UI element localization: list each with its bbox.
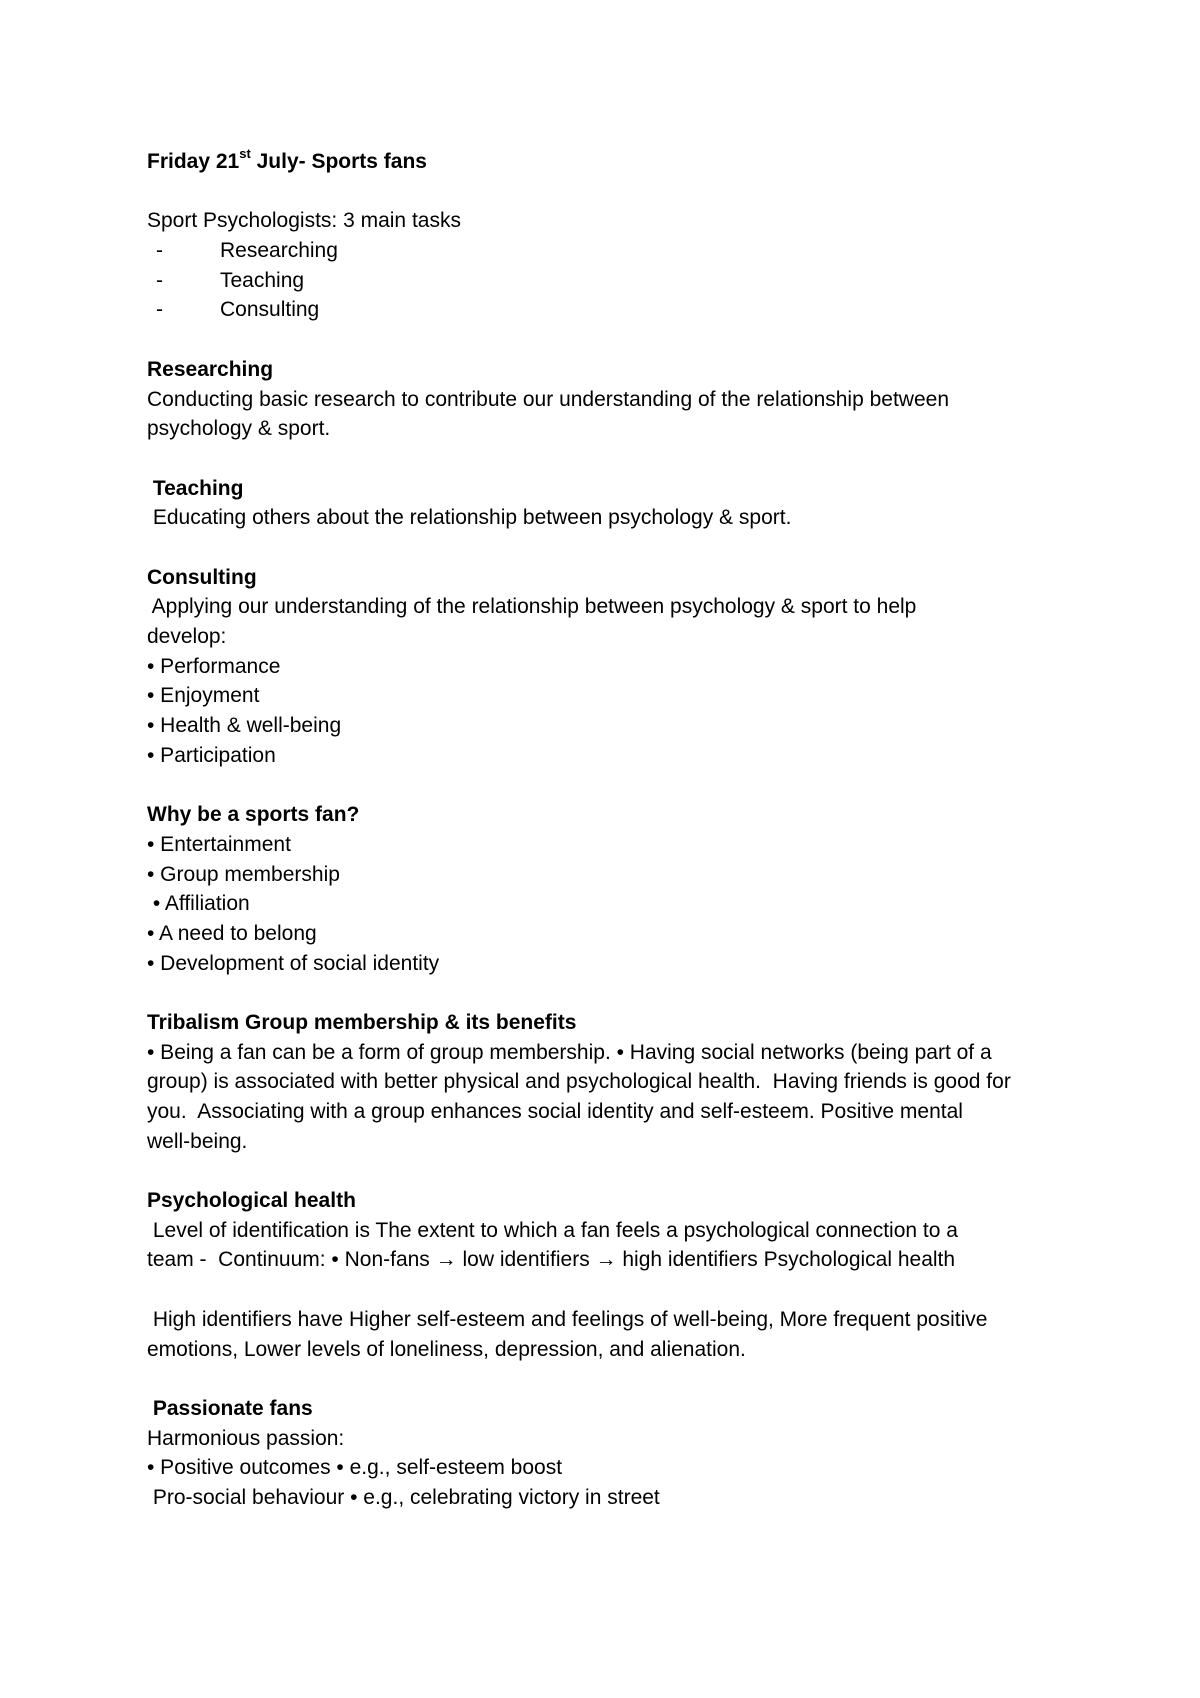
list-item: • Health & well-being [147, 714, 342, 738]
paragraph-line: Applying our understanding of the relationship between psychology & sport to help [147, 595, 917, 619]
paragraph-line: emotions, Lower levels of loneliness, depression, and alienation. [147, 1337, 746, 1361]
paragraph-line: Educating others about the relationship between psychology & sport. [147, 506, 792, 530]
document-body [147, 147, 1067, 1513]
list-item: • Entertainment [147, 832, 291, 856]
researching-heading: Researching [147, 357, 274, 381]
paragraph-line: psychology & sport. [147, 417, 331, 441]
paragraph-line: team - Continuum: • Non-fans → low identifiers → high identifiers Psychological health [147, 1248, 956, 1272]
psych-heading: Psychological health [147, 1189, 356, 1213]
paragraph-line: well-being. [147, 1129, 248, 1153]
list-item: • Group membership [147, 862, 340, 886]
title-superscript: st [239, 146, 251, 161]
consulting-heading: Consulting [147, 565, 257, 589]
list-item: • Development of social identity [147, 951, 440, 975]
paragraph-line: Conducting basic research to contribute our understanding of the relationship between [147, 387, 950, 411]
paragraph-line: Harmonious passion: [147, 1426, 345, 1450]
paragraph-line: Level of identification is The extent to which a fan feels a psychological connection to a [147, 1218, 958, 1242]
intro-text: Sport Psychologists: 3 main tasks [147, 209, 461, 233]
teaching-heading: Teaching [147, 476, 244, 500]
why-heading: Why be a sports fan? [147, 803, 360, 827]
page-title: Friday 21st July- Sports fans [147, 146, 427, 173]
paragraph-line: Pro-social behaviour • e.g., celebrating victory in street [147, 1485, 660, 1509]
paragraph-line: • Positive outcomes • e.g., self-esteem boost [147, 1456, 563, 1480]
list-item: • Affiliation [147, 892, 250, 916]
paragraph-line: group) is associated with better physical and psychological health. Having friends is good for [147, 1070, 1011, 1094]
tribalism-heading: Tribalism Group membership & its benefits [147, 1010, 577, 1034]
list-item: • Participation [147, 743, 276, 767]
paragraph-line: you. Associating with a group enhances social identity and self-esteem. Positive mental [147, 1100, 963, 1123]
paragraph-line: High identifiers have Higher self-esteem and feelings of well-being, More frequent positive [147, 1307, 988, 1331]
task-item: - Teaching [156, 268, 305, 292]
list-item: • Enjoyment [147, 684, 260, 708]
task-item: - Consulting [156, 298, 320, 322]
task-item: - Researching [156, 239, 338, 263]
list-item: • A need to belong [147, 921, 317, 945]
paragraph-line: • Being a fan can be a form of group membership. • Having social networks (being part of a [147, 1040, 992, 1064]
passionate-heading: Passionate fans [147, 1396, 313, 1420]
list-item: • Performance [147, 654, 281, 678]
paragraph-line: develop: [147, 625, 227, 648]
